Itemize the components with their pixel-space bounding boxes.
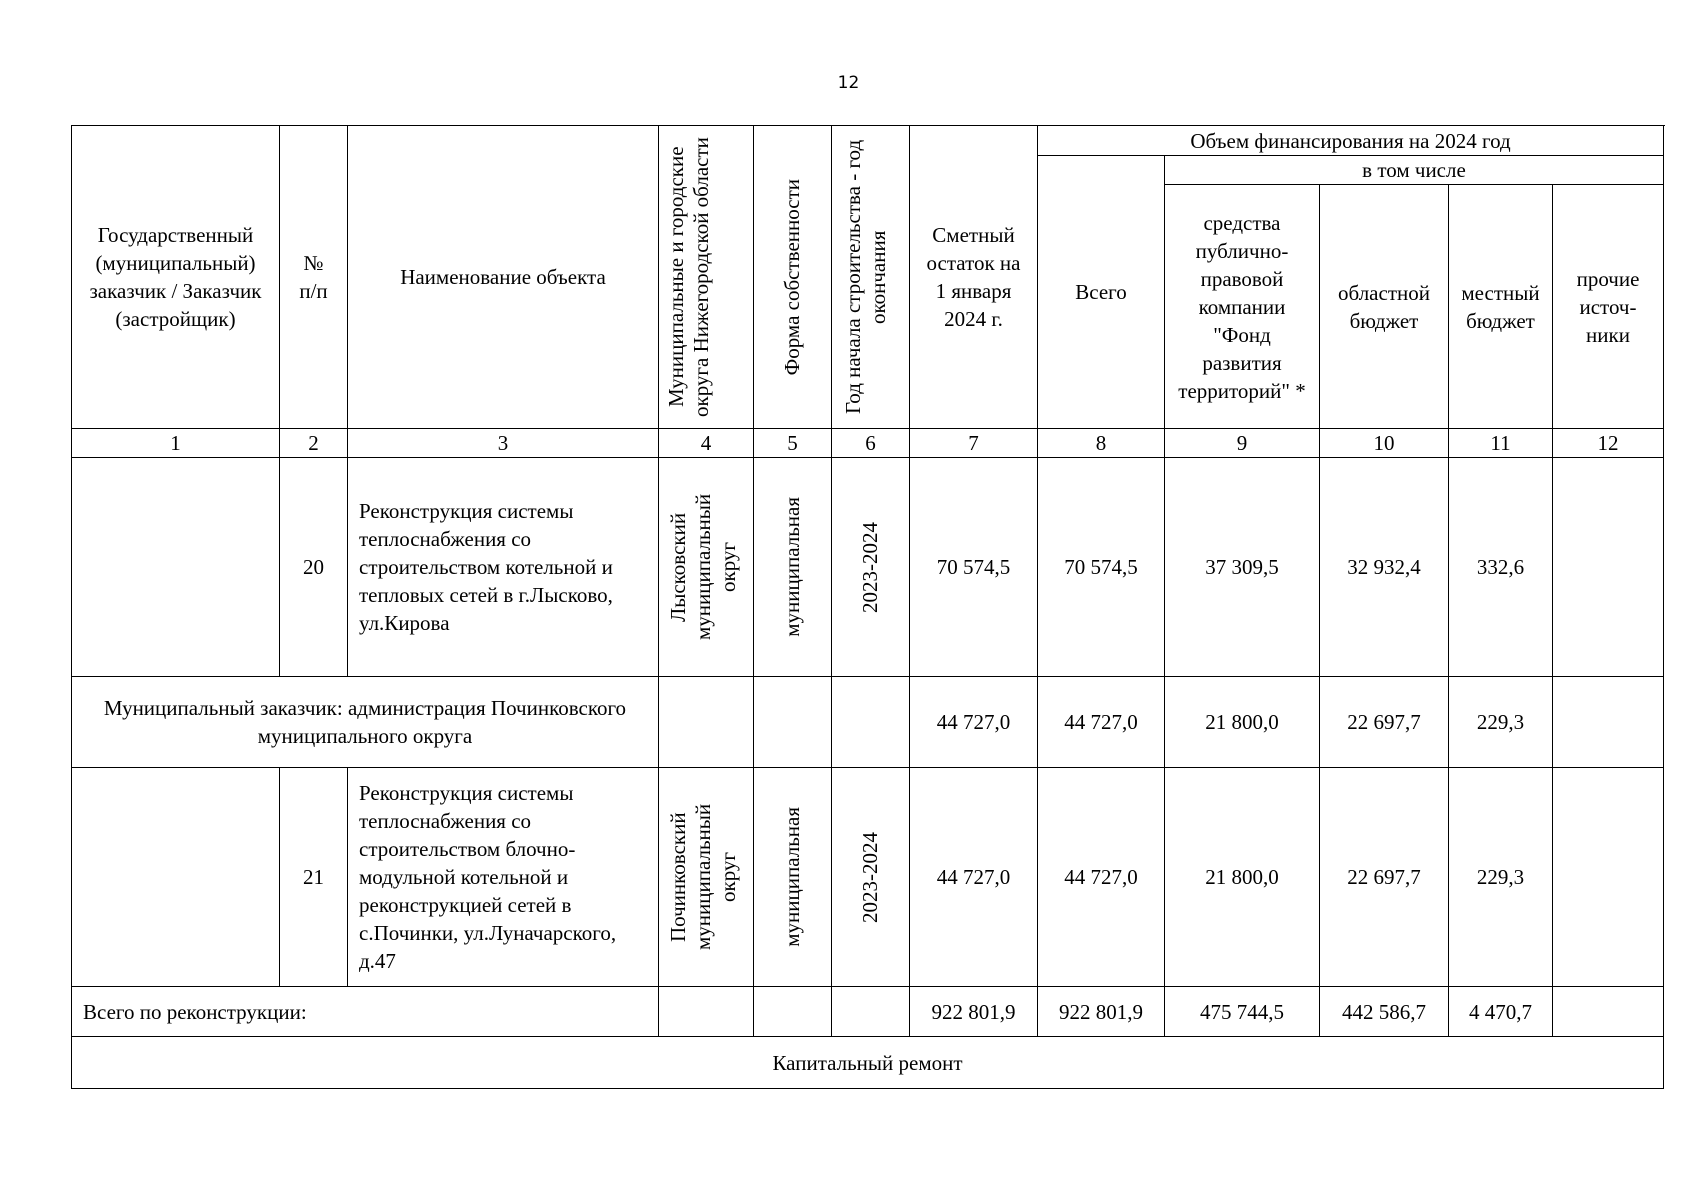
total-local: 4 470,7 (1449, 987, 1553, 1037)
header-financing: Объем финансирования на 2024 год (1038, 126, 1664, 156)
customer-pochinki-total: 44 727,0 (1038, 677, 1165, 768)
column-number: 11 (1449, 429, 1553, 458)
header-including: в том числе (1165, 156, 1664, 185)
customer-pochinki-other (1553, 677, 1664, 768)
column-numbers-row (72, 429, 1664, 458)
header-local: местный бюджет (1449, 185, 1553, 429)
header-regional: областной бюджет (1320, 185, 1449, 429)
section-row (72, 1037, 1664, 1089)
row21-years-text: 2023-2024 (858, 831, 882, 923)
row21-regional: 22 697,7 (1320, 768, 1449, 987)
customer-row-pochinki (72, 677, 1664, 768)
column-number: 5 (754, 429, 832, 458)
row21-balance: 44 727,0 (910, 768, 1038, 987)
row20-district (659, 458, 754, 677)
column-number: 8 (1038, 429, 1165, 458)
column-number: 6 (832, 429, 910, 458)
column-number: 2 (280, 429, 348, 458)
row20-object-name: Реконструкция системы теплоснабжения со строительством котельной и тепловых сетей в г.Лысково, ул.Кирова (348, 458, 659, 677)
customer-pochinki-district (659, 677, 754, 768)
total-total: 922 801,9 (1038, 987, 1165, 1037)
header-districts (659, 126, 754, 429)
total-district (659, 987, 754, 1037)
row21-customer (72, 768, 280, 987)
row20-other (1553, 458, 1664, 677)
row21-district-text: Починковский муниципальный округ (666, 803, 740, 951)
header-fund: средства публично-правовой компании "Фонд развития территорий" * (1165, 185, 1320, 429)
row20-years-text: 2023-2024 (858, 521, 882, 613)
column-number: 10 (1320, 429, 1449, 458)
row21-ownership (754, 768, 832, 987)
row20-ownership-text: муниципальная (780, 497, 804, 637)
row20-regional: 32 932,4 (1320, 458, 1449, 677)
total-other (1553, 987, 1664, 1037)
row21-total: 44 727,0 (1038, 768, 1165, 987)
row20-total: 70 574,5 (1038, 458, 1165, 677)
total-ownership (754, 987, 832, 1037)
header-row-1 (72, 126, 1664, 156)
row20-ownership (754, 458, 832, 677)
total-reconstruction-row (72, 987, 1664, 1037)
table-row-21 (72, 768, 1664, 987)
header-ownership (754, 126, 832, 429)
row20-balance: 70 574,5 (910, 458, 1038, 677)
customer-pochinki-local: 229,3 (1449, 677, 1553, 768)
row21-object-name: Реконструкция системы теплоснабжения со строительством блочно-модульной котельной и реконструкцией сетей в с.Починки, ул.Луначарского, д.47 (348, 768, 659, 987)
customer-pochinki-regional: 22 697,7 (1320, 677, 1449, 768)
financing-table (71, 125, 1664, 1089)
column-number: 9 (1165, 429, 1320, 458)
row20-district-text: Лысковский муниципальный округ (666, 493, 740, 641)
table-row-20 (72, 458, 1664, 677)
section-capital-repair: Капитальный ремонт (72, 1037, 1664, 1089)
row20-years (832, 458, 910, 677)
header-other: прочие источ-ники (1553, 185, 1664, 429)
column-number: 1 (72, 429, 280, 458)
customer-pochinki-balance: 44 727,0 (910, 677, 1038, 768)
customer-pochinki-fund: 21 800,0 (1165, 677, 1320, 768)
row20-customer (72, 458, 280, 677)
row20-no: 20 (280, 458, 348, 677)
total-balance: 922 801,9 (910, 987, 1038, 1037)
header-ownership-text: Форма собственности (780, 178, 804, 376)
total-years (832, 987, 910, 1037)
header-total: Всего (1038, 156, 1165, 429)
header-customer: Государственный (муниципальный) заказчик / Заказчик (застройщик) (72, 126, 280, 429)
column-number: 7 (910, 429, 1038, 458)
header-years (832, 126, 910, 429)
row21-local: 229,3 (1449, 768, 1553, 987)
row21-no: 21 (280, 768, 348, 987)
row21-years (832, 768, 910, 987)
header-object-name: Наименование объекта (348, 126, 659, 429)
row20-fund: 37 309,5 (1165, 458, 1320, 677)
header-balance: Сметный остаток на 1 января 2024 г. (910, 126, 1038, 429)
total-regional: 442 586,7 (1320, 987, 1449, 1037)
column-number: 12 (1553, 429, 1664, 458)
header-no: № п/п (280, 126, 348, 429)
total-reconstruction-label: Всего по реконструкции: (72, 987, 659, 1037)
header-districts-text: Муниципальные и городские округа Нижегородской области (663, 137, 713, 417)
row21-district (659, 768, 754, 987)
customer-pochinki-ownership (754, 677, 832, 768)
row21-fund: 21 800,0 (1165, 768, 1320, 987)
row21-ownership-text: муниципальная (780, 807, 804, 947)
page-number: 12 (837, 73, 860, 93)
customer-pochinki-years (832, 677, 910, 768)
column-number: 4 (659, 429, 754, 458)
header-years-text: Год начала строительства - год окончания (840, 139, 890, 415)
total-fund: 475 744,5 (1165, 987, 1320, 1037)
column-number: 3 (348, 429, 659, 458)
row20-local: 332,6 (1449, 458, 1553, 677)
row21-other (1553, 768, 1664, 987)
customer-pochinki-label: Муниципальный заказчик: администрация Починковского муниципального округа (72, 677, 659, 768)
